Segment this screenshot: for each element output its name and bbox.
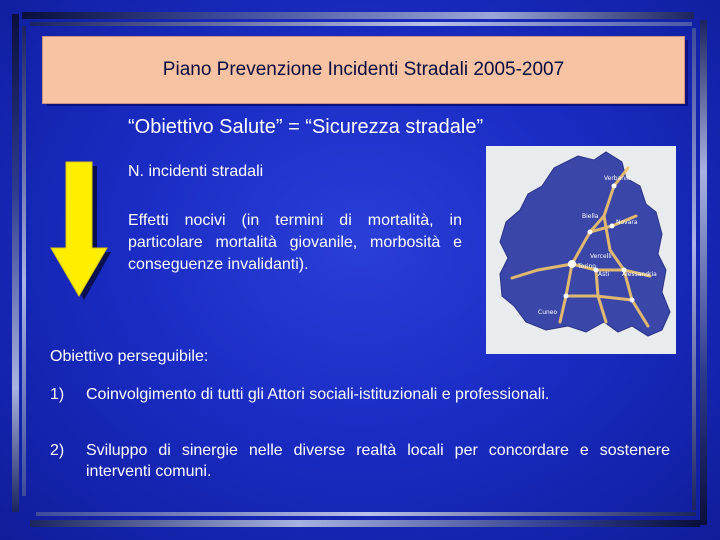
list-item <box>50 440 670 482</box>
list-item-number: 2) <box>50 442 65 459</box>
frame-bottom-bar <box>30 520 700 527</box>
map-label-verbania: Verbania <box>604 175 631 182</box>
region-map <box>486 146 676 354</box>
region-map-icon <box>486 146 676 354</box>
list-item-text: Sviluppo di sinergie nelle diverse realtà locali per concordare e sostenere interventi comuni. <box>86 442 670 480</box>
map-label-novara: Novara <box>616 219 638 226</box>
frame-right-bar <box>700 20 707 525</box>
frame-top-bar <box>22 12 694 19</box>
title-box <box>42 36 685 104</box>
map-label-vercelli: Vercelli <box>590 253 612 260</box>
map-label-alessandria: Alessandria <box>622 271 657 278</box>
map-label-torino: Torino <box>578 263 596 270</box>
frame-left-bar <box>12 14 19 512</box>
objective-heading: Obiettivo perseguibile: <box>50 348 209 365</box>
down-arrow-icon <box>50 160 114 302</box>
frame-bottom-inner-bar <box>36 512 696 516</box>
frame-left-inner-bar <box>22 26 26 496</box>
list-item <box>50 384 670 405</box>
frame-right-inner-bar <box>692 28 696 510</box>
map-label-cuneo: Cuneo <box>538 309 558 316</box>
harmful-effects-text: Effetti nocivi (in termini di mortalità, in particolare mortalità giovanile, morbosità e conseguenze invalidanti). <box>128 212 462 273</box>
map-label-biella: Biella <box>582 213 599 220</box>
slide-title: Piano Prevenzione Incidenti Stradali 2005-2007 <box>162 59 565 80</box>
accident-count-label: N. incidenti stradali <box>128 163 264 180</box>
frame-top-inner-bar <box>30 22 692 26</box>
list-item-number: 1) <box>50 386 65 403</box>
map-label-asti: Asti <box>598 271 610 278</box>
slide-subtitle: “Obiettivo Salute” = “Sicurezza stradale” <box>128 116 484 138</box>
list-item-text: Coinvolgimento di tutti gli Attori sociali-istituzionali e professionali. <box>86 386 550 403</box>
